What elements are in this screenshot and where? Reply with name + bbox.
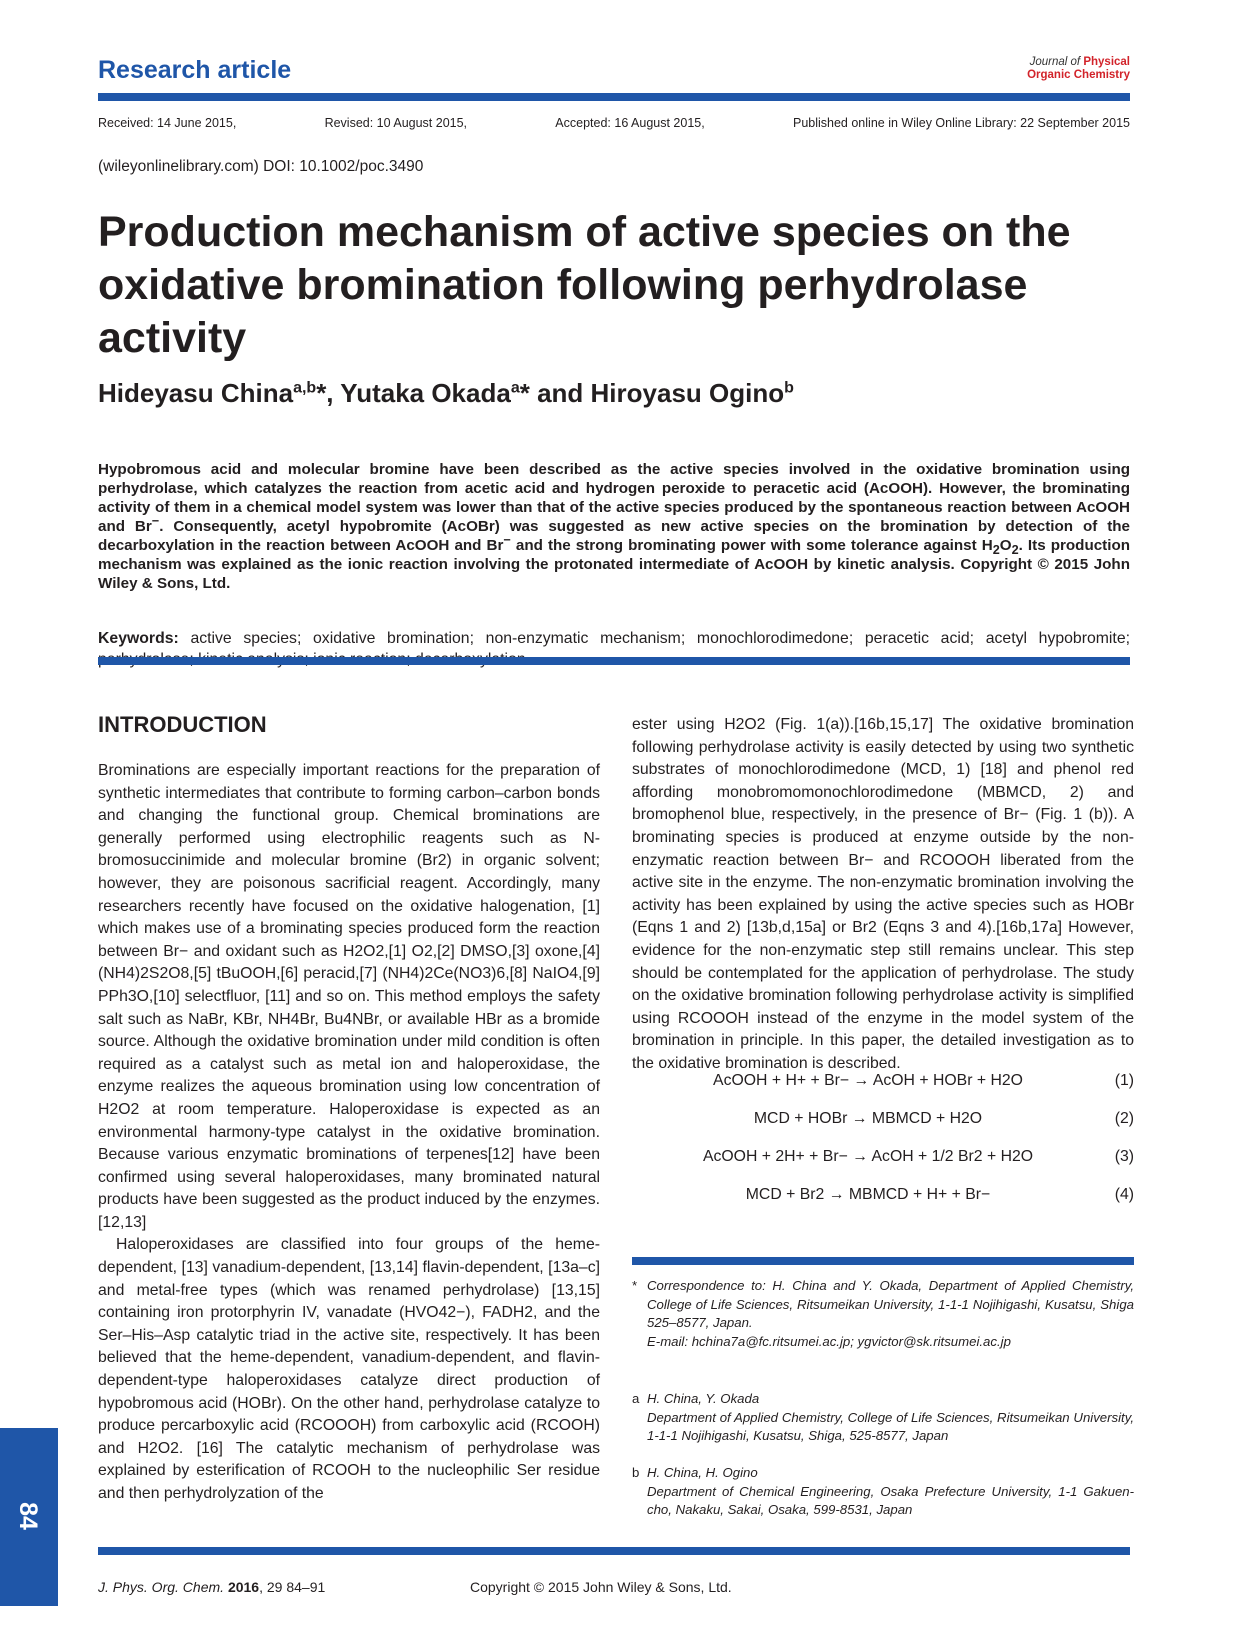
affiliation-mark: b [784, 379, 794, 397]
intro-paragraph-3: ester using H2O2 (Fig. 1(a)).[16b,15,17] The oxidative bromination following perhydrolase activity is easily detected by using two synthetic substrates of monochlorodimedone (MCD, 1) [18] and phenol red affording monobromomonochlorodimedone (MBMCD, 2) and bromophenol blue, respectively, in the presence of Br− (Fig. 1 (b)). A brominating species is produced at enzyme outside by the non-enzymatic reaction between Br− and RCOOOH liberated from the active site in the enzyme. The non-enzymatic bromination involving the activity has been explained by using the active species such as HOBr (Eqns 1 and 2) [13b,d,15a] or Br2 (Eqns 3 and 4).[16b,17a] However, evidence for the non-enzymatic step still remains unclear. This step should be contemplated for the application of perhydrolase. The study on the oxidative bromination following perhydrolase activity is simplified using RCOOOH instead of the enzyme in the model system of the bromination in principle. In this paper, the detailed investigation as to the oxidative bromination is described. [632, 716, 1134, 1072]
article-title: Production mechanism of active species on the oxidative bromination following perhydrolase activity [98, 208, 1071, 362]
accepted-date: Accepted: 16 August 2015, [555, 116, 705, 130]
intro-paragraph-2: Haloperoxidases are classified into four groups of the heme-dependent, [13] vanadium-dependent, [13,14] flavin-dependent, [13a–c] and metal-free types (which was renamed perhydrolase) [13,15] containing iron protorphyrin IV, vanadate (HVO42−), FADH2, and the Ser–His–Asp catalytic triad in the active site, respectively. It has been believed that the heme-dependent, vanadium-dependent, and flavin-dependent-type haloperoxidases catalyze direct production of hypobromous acid (HOBr). On the other hand, perhydrolase catalyze to produce percarboxylic acid (RCOOOH) from carboxylic acid (RCOOH) and H2O2. [16] The catalytic mechanism of perhydrolase was explained by esterification of RCOOH to the nucleophilic Ser residue and then perhydrolyzation of the [98, 1236, 600, 1502]
journal-logo-line2: Organic Chemistry [1027, 69, 1130, 81]
equation-body: MCD + HOBr → MBMCD + H2O [753, 1110, 983, 1127]
affiliation-a-mark: a [632, 1391, 640, 1406]
correspondence-text: Correspondence to: H. China and Y. Okada, Department of Applied Chemistry, College of Life Sciences, Ritsumeikan University, 1-1-1 Nojihigashi, Kusatsu, Shiga 525–8577, Japan. [647, 1278, 1134, 1330]
abstract-text: . Its production mechanism was explained as the ionic reaction involving the protonated intermediate of AcOOH by kinetic analysis. Copyright © 2015 John Wiley & Sons, Ltd. [98, 537, 1131, 592]
keywords-rule [98, 657, 1130, 665]
equation-2 [632, 1110, 1134, 1128]
author-name: *, Yutaka Okada [316, 378, 511, 408]
received-date: Received: 14 June 2015, [98, 116, 237, 130]
correspondence-email[interactable]: E-mail: hchina7a@fc.ritsumei.ac.jp; ygvictor@sk.ritsumei.ac.jp [647, 1333, 1011, 1349]
page-number: 84 [14, 1502, 43, 1530]
revised-date: Revised: 10 August 2015, [324, 116, 468, 130]
doi[interactable]: (wileyonlinelibrary.com) DOI: 10.1002/poc.3490 [98, 158, 424, 175]
affiliation-b-mark: b [632, 1465, 640, 1480]
keywords-text: active species; oxidative bromination; non-enzymatic mechanism; monochlorodimedone; peracetic acid; acetyl hypobromite; [190, 630, 1130, 647]
equation-number: (1) [1114, 1072, 1134, 1089]
intro-paragraph-1: Brominations are especially important reactions for the preparation of synthetic intermediates that contribute to forming carbon–carbon bonds and changing the functional group. Chemical brominations are generally performed using electrophilic reagents such as N-bromosuccinimide and molecular bromine (Br2) in organic solvent; however, they are poisonous sacrificial reagent. Accordingly, many researchers recently have focused on the oxidative halogenation, [1] which makes use of a brominating species produced form the reaction between Br− and oxidant such as H2O2,[1] O2,[2] DMSO,[3] oxone,[4] (NH4)2S2O8,[5] tBuOOH,[6] peracid,[7] (NH4)2Ce(NO3)6,[8] NaIO4,[9] PPh3O,[10] selectfluor, [11] and so on. This method employs the safety salt such as NaBr, KBr, NH4Br, Bu4NBr, or available HBr as a bromide source. Although the oxidative bromination under mild condition is often required as a catalyst such as metal ion and haloperoxidase, the enzyme realizes the aqueous bromination using low concentration of H2O2 at room temperature. Haloperoxidase is expected as an environmental harmony-type catalyst in the oxidative bromination. Because various enzymatic brominations of terpenes[12] have been confirmed using several haloperoxidases, many brominated natural products have been suggested as the product induced by the enzymes. [12,13] [98, 762, 600, 1231]
author-name: Hideyasu China [98, 378, 294, 408]
equation-number: (4) [1114, 1186, 1134, 1203]
journal-logo-text: Journal of [1029, 56, 1084, 68]
right-column [632, 714, 1134, 1076]
affiliation-b [632, 1464, 1134, 1520]
equation-body: AcOOH + H+ + Br− → AcOH + HOBr + H2O [713, 1072, 1023, 1089]
affiliation-a [632, 1390, 1134, 1446]
footer-journal: J. Phys. Org. Chem. [98, 1579, 225, 1595]
footer-rule [98, 1547, 1130, 1555]
footer-citation [98, 1579, 325, 1595]
abstract-text: . Consequently, acetyl hypobromite (AcOBr) was suggested as new active species on the bromination by detection of the decarboxylation in the reaction between AcOOH and Br [98, 518, 1130, 554]
dates-row [98, 116, 1130, 130]
equation-number: (2) [1114, 1110, 1134, 1127]
equation-number: (3) [1114, 1148, 1134, 1165]
affiliation-a-names: H. China, Y. Okada [647, 1391, 760, 1406]
affiliation-mark: a,b [293, 379, 317, 397]
keywords-label: Keywords: [98, 630, 179, 647]
intro-heading: INTRODUCTION [98, 712, 267, 737]
affiliation-b-names: H. China, H. Ogino [647, 1465, 758, 1480]
footer-year: 2016 [227, 1579, 260, 1595]
published-date: Published online in Wiley Online Library: 22 September 2015 [792, 116, 1130, 130]
abstract: Hypobromous acid and molecular bromine have been described as the active species involved in the oxidative bromination using perhydrolase, which catalyzes the reaction from acetic acid and hydrogen peroxide to peracetic acid (AcOOH). However, the brominating activity of them in a chemical model system was lower than that of the active species produced by the spontaneous reaction between AcOOH and Br−. Consequently, acetyl hypobromite (AcOBr) was suggested as new active species on the bromination by detection of the decarboxylation in the reaction between AcOOH and Br− and the strong brominating power with some tolerance against $H_2O_2$. Its production mechanism was explained as the ionic reaction involving the protonated intermediate of AcOOH by kinetic analysis. Copyright © 2015 John Wiley & Sons, Ltd. [98, 461, 1131, 592]
correspondence-rule [632, 1257, 1134, 1265]
journal-logo-text-red: Physical [1083, 56, 1130, 68]
correspondence-mark: * [632, 1278, 638, 1293]
section-label: Research article [98, 56, 292, 84]
footer-pages: , 29 84–91 [259, 1579, 326, 1595]
affiliation-mark: a [510, 379, 520, 397]
abstract-text: Hypobromous acid and molecular bromine have been described as the active species involved in the oxidative bromination using perhydrolase, which catalyzes the reaction from acetic acid and hydrogen peroxide to peracetic acid (AcOOH). However, the brominating activity of them in a chemical model system was lower than that of the active species produced by the spontaneous reaction between AcOOH and Br [98, 461, 1130, 535]
header-rule [98, 93, 1130, 101]
affiliation-b-text: Department of Chemical Engineering, Osaka Prefecture University, 1-1 Gakuen-cho, Nakaku, Sakai, Osaka, 599-8531, Japan [647, 1483, 1134, 1517]
equation-body: AcOOH + 2H+ + Br− → AcOH + 1/2 Br2 + H2O [702, 1148, 1034, 1165]
equation-3 [632, 1148, 1134, 1166]
footer-copyright: Copyright © 2015 John Wiley & Sons, Ltd. [470, 1579, 732, 1595]
equation-4 [632, 1186, 1134, 1204]
equation-body: MCD + Br2 → MBMCD + H+ + Br− [745, 1186, 991, 1203]
journal-logo [1027, 56, 1130, 82]
correspondence-block [632, 1277, 1134, 1351]
equation-1 [632, 1072, 1134, 1090]
affiliation-a-text: Department of Applied Chemistry, College of Life Sciences, Ritsumeikan University, 1-1-1 Nojihigashi, Kusatsu, Shiga, 525-8577, Japan [647, 1409, 1134, 1443]
author-name: * and Hiroyasu Ogino [519, 378, 785, 408]
abstract-text: and the strong brominating power with some tolerance against H [510, 537, 993, 554]
authors [98, 378, 794, 409]
left-column [98, 760, 600, 1506]
